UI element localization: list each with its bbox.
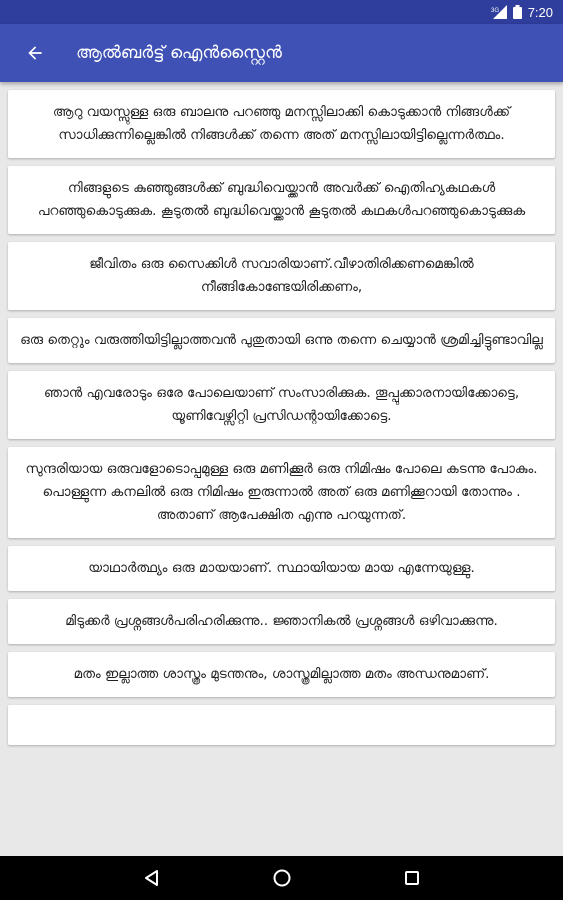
quote-text: മതം ഇല്ലാത്ത ശാസ്ത്രം മുടന്തനും, ശാസ്ത്രമില്ലാത്ത മതം അന്ധനുമാണ്. — [73, 666, 490, 682]
nav-home-button[interactable] — [262, 858, 302, 898]
quote-card[interactable] — [8, 90, 555, 158]
quote-card[interactable] — [8, 371, 555, 439]
quote-text: ഒരു തെറ്റും വരുത്തിയിട്ടില്ലാത്തവൻ പുതുതായി ഒന്നു തന്നെ ചെയ്യാൻ ശ്രമിച്ചിട്ടുണ്ടാവില്ല — [20, 332, 543, 348]
nav-back-button[interactable] — [132, 858, 172, 898]
quote-card-partial[interactable] — [8, 705, 555, 745]
quote-list[interactable] — [0, 82, 563, 856]
home-circle-icon — [272, 868, 292, 888]
quote-text: ഞാൻ എവരോടും ഒരേ പോലെയാണ് സംസാരിക്കുക. തൂപ്പുക്കാരനായിക്കോട്ടെ, യൂണിവേഴ്സിറ്റി പ്രസിഡന്റായിക്കോട്ടെ. — [43, 385, 520, 424]
quote-text: യാഥാർത്ഥ്യം ഒരു മായയാണ്. സ്ഥായിയായ മായ എന്നേയുള്ളു. — [88, 560, 475, 576]
quote-card[interactable] — [8, 242, 555, 310]
svg-text:3G: 3G — [490, 8, 499, 14]
back-button[interactable] — [6, 24, 64, 82]
quote-text: നിങ്ങളുടെ കുഞ്ഞുങ്ങൾക്ക് ബുദ്ധിവെയ്ക്കാൻ അവർക്ക് ഐതിഹ്യകഥകൾ പറഞ്ഞുകൊടുക്കുക. കൂടുതൽ ബുദ്ധിവെയ്ക്കാൻ കൂടുതൽ കഥകൾപറഞ്ഞുകൊടുക്കുക — [37, 180, 526, 219]
app-bar — [0, 24, 563, 82]
quote-text: സുന്ദരിയായ ഒരുവളോടൊപ്പമുള്ള ഒരു മണിക്കൂർ ഒരു നിമിഷം പോലെ കടന്നു പോകും. പൊള്ളുന്ന കനലിൽ ഒരു നിമിഷം ഇരുന്നാൽ അത് ഒരു മണിക്കൂറായി തോന്നും . അതാണ് ആപേക്ഷിത എന്നു പറയുന്നത്. — [25, 461, 538, 523]
quote-card[interactable] — [8, 652, 555, 697]
arrow-back-icon — [25, 43, 45, 63]
signal-icon — [491, 5, 507, 19]
quote-text: മിടുക്കർ പ്രശ്നങ്ങൾപരിഹരിക്കുന്നു.. ജ്ഞാനികൽ പ്രശ്നങ്ങൾ ഒഴിവാക്കുന്നു. — [65, 613, 498, 629]
quote-card[interactable] — [8, 166, 555, 234]
quote-card[interactable] — [8, 447, 555, 538]
status-bar — [0, 0, 563, 24]
battery-icon — [513, 5, 522, 19]
quote-card[interactable] — [8, 599, 555, 644]
status-time: 7:20 — [527, 4, 553, 20]
quote-text: ആറു വയസ്സുള്ള ഒരു ബാലനു പറഞ്ഞു മനസ്സിലാക്കി കൊടുക്കാൻ നിങ്ങൾക്ക് സാധിക്കുന്നില്ലെങ്കിൽ നിങ്ങൾക്ക് തന്നെ അത് മനസ്സിലായിട്ടില്ലെന്നർത്ഥം. — [52, 104, 511, 143]
quote-text: ജീവിതം ഒരു സൈക്കിൾ സവാരിയാണ്.വീഴാതിരിക്കണമെങ്കിൽ നീങ്ങികോണ്ടേയിരിക്കണം, — [89, 256, 474, 295]
page-title: ആൽബർട്ട് ഐൻസ്റ്റൈൻ — [76, 43, 282, 63]
back-triangle-icon — [143, 869, 161, 887]
system-nav-bar — [0, 856, 563, 900]
nav-recents-button[interactable] — [392, 858, 432, 898]
quote-card[interactable] — [8, 318, 555, 363]
quote-card[interactable] — [8, 546, 555, 591]
recents-square-icon — [403, 869, 421, 887]
